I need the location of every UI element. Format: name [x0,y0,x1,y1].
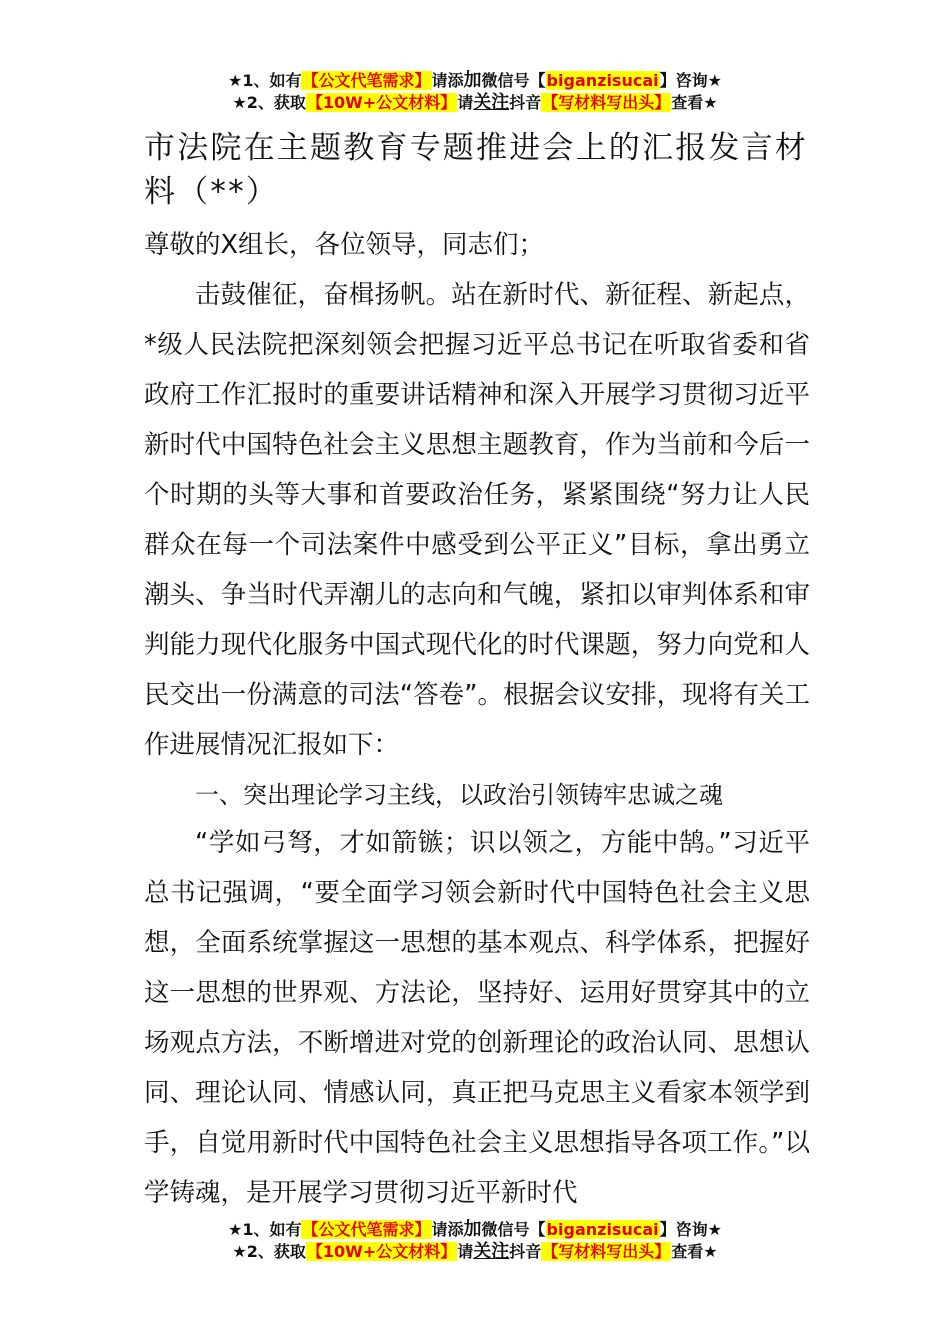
promo-wechat-id: biganzisucai [546,71,659,90]
promo-text: 抖音 [509,1242,542,1261]
promo-highlight: 【公文代笔需求】 [302,1220,431,1239]
promo-text: 查看★ [671,93,718,112]
promo-text: ★2、获取 [232,93,306,112]
promo-highlight: 【公文代笔需求】 [302,71,431,90]
promo-text: 请 [457,1242,474,1261]
promo-banner-bottom [0,1219,950,1263]
promo-text: 加 [463,1219,482,1240]
promo-line-1 [0,1219,950,1241]
promo-text: ★1、如有 [228,1220,302,1239]
promo-text: 抖音 [509,93,542,112]
promo-text: 请添 [431,1220,464,1239]
salutation: 尊敬的X组长，各位领导，同志们； [144,230,544,260]
promo-text: 微信号 [481,1220,530,1239]
promo-text: 【 [529,71,546,90]
promo-highlight: 【写材料写出头】 [542,93,671,112]
promo-text: 咨询★ [675,1220,722,1239]
section-heading-1: 一、突出理论学习主线，以政治引领铸牢忠诚之魂 [195,781,723,809]
promo-text: 微信号 [481,71,530,90]
document-title: 市法院在主题教育专题推进会上的汇报发言材料（**） [144,130,808,210]
promo-text: 关注 [473,92,510,113]
promo-text: 请添 [431,71,464,90]
promo-text: ★2、获取 [232,1242,306,1261]
promo-text: 】 [659,1220,676,1239]
promo-text: 请 [457,93,474,112]
promo-text: 关注 [473,1241,510,1262]
promo-text: 查看★ [671,1242,718,1261]
body-paragraph-1: 击鼓催征，奋楫扬帆。站在新时代、新征程、新起点，*级人民法院把深刻领会把握习近平总书记在听取省委和省政府工作汇报时的重要讲话精神和深入开展学习贯彻习近平新时代中国特色社会主义思想主题教育，作为当前和今后一个时期的头等大事和首要政治任务，紧紧围绕“努力让人民群众在每一个司法案件中感受到公平正义”目标，拿出勇立潮头、争当时代弄潮儿的志向和气魄，紧扣以审判体系和审判能力现代化服务中国式现代化的时代课题，努力向党和人民交出一份满意的司法“答卷”。根据会议安排，现将有关工作进展情况汇报如下： [144,280,810,760]
promo-highlight: 【写材料写出头】 [542,1242,671,1261]
promo-highlight: 【10W+公文材料】 [306,1242,457,1261]
promo-line-2 [0,1241,950,1263]
promo-wechat-id: biganzisucai [546,1220,659,1239]
promo-highlight: 【10W+公文材料】 [306,93,457,112]
promo-text: 【 [529,1220,546,1239]
promo-line-2 [0,92,950,114]
promo-text: 加 [463,70,482,91]
promo-line-1 [0,70,950,92]
promo-text: ★1、如有 [228,71,302,90]
promo-text: 咨询★ [675,71,722,90]
promo-text: 】 [659,71,676,90]
promo-banner-top [0,70,950,114]
body-paragraph-2: “学如弓弩，才如箭镞；识以领之，方能中鹄。”习近平总书记强调，“要全面学习领会新时代中国特色社会主义思想，全面系统掌握这一思想的基本观点、科学体系，把握好这一思想的世界观、方法论，坚持好、运用好贯穿其中的立场观点方法，不断增进对党的创新理论的政治认同、思想认同、理论认同、情感认同，真正把马克思主义看家本领学到手，自觉用新时代中国特色社会主义思想指导各项工作。”以学铸魂，是开展学习贯彻习近平新时代 [144,828,810,1208]
